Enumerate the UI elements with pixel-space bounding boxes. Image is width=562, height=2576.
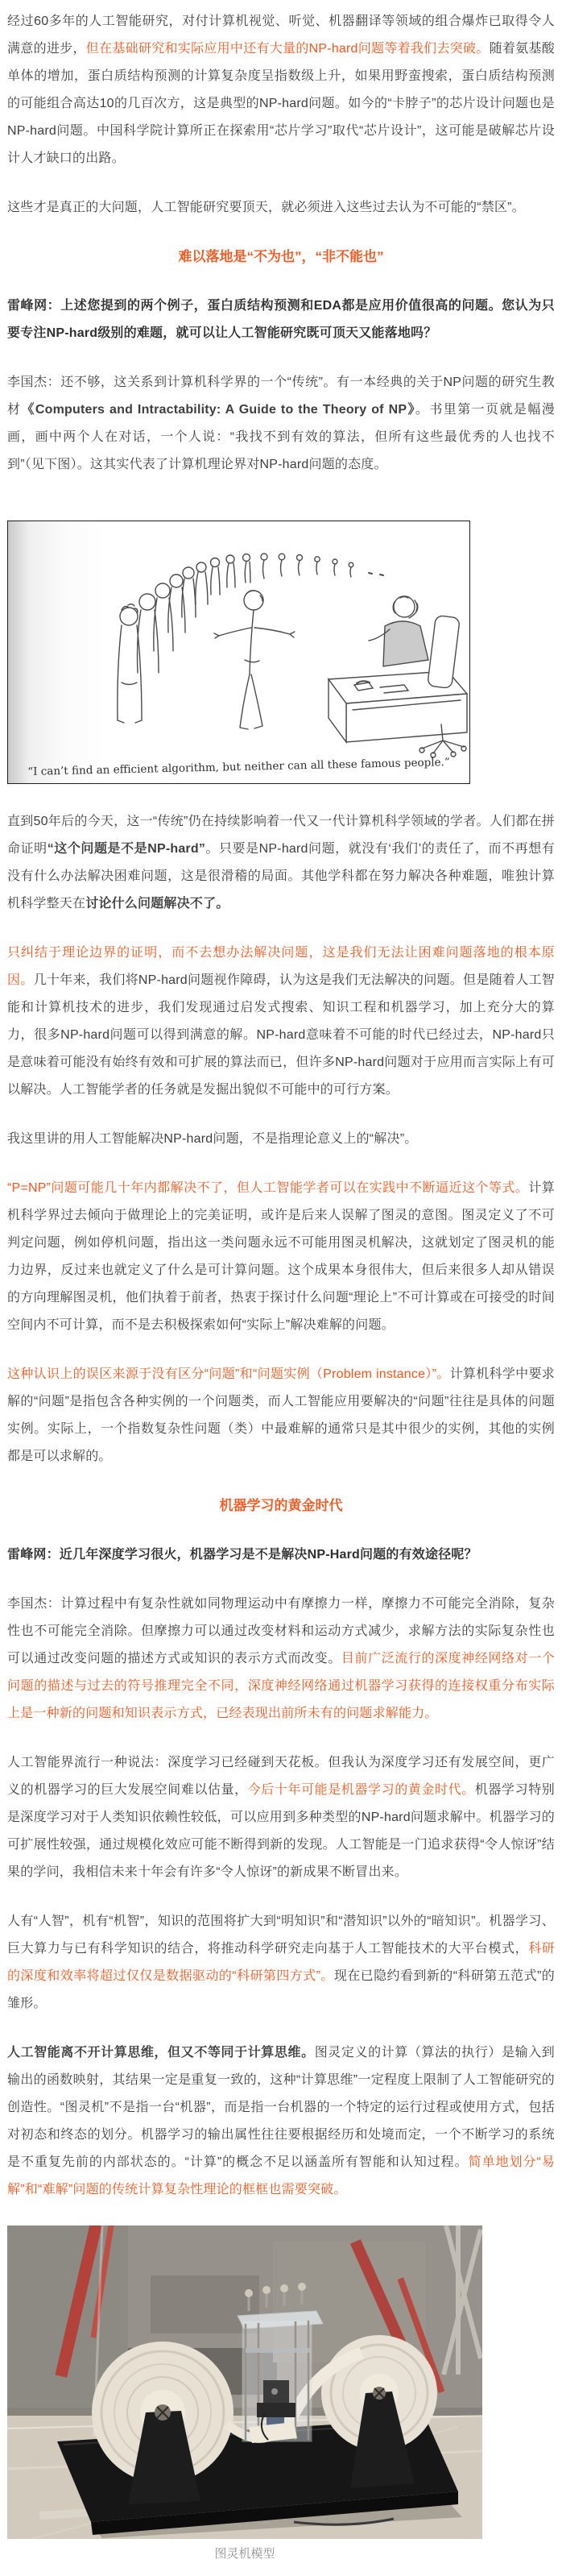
text-segment: 人工智能离不开计算思维，但又不等同于计算思维。 [7,2046,315,2060]
paragraph-computational-thinking [7,2039,555,2204]
text-segment: 图灵定义的计算（算法的执行）是输入到输出的函数映射，其结果一定是重复一致的，这种“计算思维”一定程度上限制了人工智能研究的创造性。“图灵机”不是指一台“机器”，而是指一台机器的一个特定的运行过程或使用方式，包括对初态和终态的划分。机器学习的输出属性往往要根据经历和处境而定，一个不断学习的系统是不重复先前的内部状态的。“计算”的概念不足以涵盖所有智能和认知过程。 [7,2046,555,2169]
text-segment: 李国杰：还不够，这关系到计算机科学界的一个“传统”。有一本经典的关于NP问题的研究生教材 [7,375,555,417]
paragraph-p-equals-np [7,1175,555,1339]
text-segment: 这些才是真正的大问题，人工智能研究要顶天，就必须进入这些过去认为不可能的“禁区”。 [7,201,525,214]
text-segment: 几十年来，我们将NP-hard问题视作障碍，认为这是我们无法解决的问题。但是随着人工智能和计算机技术的进步，我们发现通过启发式搜索、知识工程和机器学习，加上充分大的算力，很多NP-hard问题可以得到满意的解。NP-hard意味着不可能的时代已经过去，NP-hard只是意味着可能没有始终有效和可扩展的算法而已，但许多NP-hard问题对于应用而言实际上有可以解决。人工智能学者的任务就是发掘出貌似不可能中的可行方案。 [7,973,555,1097]
section-heading-2: 机器学习的黄金时代 [219,1498,343,1513]
text-segment: 随着氨基酸单体的增加，蛋白质结构预测的计算复杂度呈指数级上升，如果用野蛮搜索，蛋白质结构预测的可能组合高达10的几百次方，这是典型的NP-hard问题。如今的“卡脖子”的芯片设计问题也是NP-hard问题。中国科学院计算所正在探索用“芯片学习”取代“芯片设计”，这可能是破解芯片设计人才缺口的出路。 [7,42,555,165]
text-segment: 只纠结于理论边界的证明，而不去想办法解决问题，这是我们无法让困难问题落地的根本原因。 [7,946,555,987]
text-segment: 雷峰网：近几年深度学习很火，机器学习是不是解决NP-Hard问题的有效途径呢？ [7,1548,477,1562]
text-segment: 。只要是NP-hard问题，就没有‘我们’的责任了，而不再想有没有什么办法解决困难问题，这是很滑稽的局面。其他学科都在努力解决各种难题，唯独计算机科学整天在 [7,842,556,911]
text-segment: 现在已隐约看到新的“科研第五范式”的雏形。 [7,1969,555,2010]
text-segment: “这个问题是不是NP-hard” [47,842,206,856]
text-segment: 讨论什么问题解决不了。 [85,897,229,911]
text-segment: 雷峰网：上述您提到的两个例子，蛋白质结构预测和EDA都是应用价值很高的问题。您认为只要专注NP-hard级别的难题，就可以让人工智能研究既可顶天又能落地吗？ [7,299,555,340]
answer-1 [7,369,555,479]
text-segment: 但在基础研究和实际应用中还有大量的NP-hard问题等着我们去突破。 [85,42,490,56]
text-segment: 经过60多年的人工智能研究，对付计算机视觉、听觉、机器翻译等领域的组合爆炸已取得令人满意的进步， [7,15,555,56]
text-segment: 李国杰：计算过程中有复杂性就如同物理运动中有摩擦力一样，摩擦力不可能完全消除，复杂性也不可能完全消除。但摩擦力可以通过改变材料和运动方式减少，求解方法的实际复杂性也可以通过改变问题的描述方式或知识的表示方式而改变。 [7,1597,555,1665]
text-segment: 。书里第一页就是幅漫画，画中两个人在对话，一个人说：“我找不到有效的算法，但所有这些最优秀的人也找不到”（见下图）。这其实代表了计算机理论界对NP-hard问题的态度。 [7,403,555,471]
paragraph-root-cause [7,940,555,1104]
text-segment: 《Computers and Intractability: A Guide to the Theory of NP》 [21,403,415,417]
text-segment: 今后十年可能是机器学习的黄金时代。 [247,1783,475,1797]
paragraph-problem-instance [7,1361,555,1471]
cartoon-caption: “I can’t find an efficient algorithm, but neither can all these famous people.” [27,756,450,778]
paragraph-dark-knowledge [7,1908,555,2018]
answer-2 [7,1591,555,1728]
text-segment: 人有“人智”，机有“机智”，知识的范围将扩大到“明知识”和“潜知识”以外的“暗知识”。机器学习、巨大算力与已有科学知识的结合，将推动科学研究走向基于人工智能技术的大平台模式， [7,1914,555,1956]
paragraph-intro [7,8,555,172]
photo-caption: 图灵机模型 [214,2547,275,2561]
text-segment: 这种认识上的误区来源于没有区分“问题”和“问题实例（Problem instance）”。 [7,1367,450,1381]
text-segment: 机器学习特别是深度学习对于人类知识依赖性较低，可以应用到多种类型的NP-hard问题求解中。机器学习的可扩展性较强，通过规模化效应可能不断得到新的发现。人工智能是一门追求获得“令人惊讶”结果的学问，我相信未来十年会有许多“令人惊讶”的新成果不断冒出来。 [7,1783,555,1879]
speaking-man [214,591,295,729]
cartoon-drawing [8,521,469,783]
turing-machine-photo [7,2225,482,2539]
question-2 [7,1541,555,1569]
text-segment: 科研的深度和效率将超过仅仅是数据驱动的“科研第四方式”。 [7,1942,555,1983]
text-segment: “P=NP”问题可能几十年内都解决不了，但人工智能学者可以在实践中不断逼近这个等式。 [7,1181,529,1195]
cartoon-figure [7,521,470,784]
text-segment: 目前广泛流行的深度神经网络对一个问题的描述与过去的符号推理完全不同，深度神经网络通过机器学习获得的连接权重分布实际上是一种新的问题和知识表示方式，已经表现出前所未有的问题求解能力。 [7,1652,555,1720]
text-segment: 计算机科学中要求解的“问题”是指包含各种实例的一个问题类，而人工智能应用要解决的“问题”往往是具体的问题实例。实际上，一个指数复杂性问题（类）中最难解的通常只是其中很少的实例，其他的实例都是可以求解的。 [7,1367,555,1463]
text-segment: 直到50年后的今天，这一“传统”仍在持续影响着一代又一代计算机科学领域的学者。人们都在拼命证明 [7,815,555,856]
text-segment: 人工智能界流行一种说法：深度学习已经碰到天花板。但我认为深度学习还有发展空间，更广义的机器学习的巨大发展空间难以估量， [7,1756,555,1797]
section-heading-1: 难以落地是“不为也”，“非不能也” [178,249,384,264]
text-segment: 简单地划分“易解”和“难解”问题的传统计算复杂性理论的框框也需要突破。 [7,2155,555,2196]
turing-machine-figure [7,2225,482,2562]
paragraph-tradition [7,808,555,918]
seated-man [369,596,428,666]
paragraph-golden-age [7,1749,555,1886]
text-segment: 计算机科学界过去倾向于做理论上的完美证明，或许是后来人误解了图灵的意图。图灵定义了不可判定问题，例如停机问题，指出这一类问题永远不可能用图灵机解决，这就划定了图灵机的能力边界，反过来也就定义了什么是可计算问题。这个成果本身很伟大，但后来很多人却从错误的方向理解图灵机，他们执着于前者，热衷于探讨什么问题“理论上”不可计算或在可接受的时间空间内不可计算，而不是去积极探索如何“实际上”解决难解的问题。 [7,1181,555,1332]
question-1 [7,292,555,347]
text-segment: 我这里讲的用人工智能解决NP-hard问题，不是指理论意义上的“解决”。 [7,1132,418,1146]
paragraph-not-theoretical [7,1126,555,1153]
paragraph-big-problems [7,194,555,222]
